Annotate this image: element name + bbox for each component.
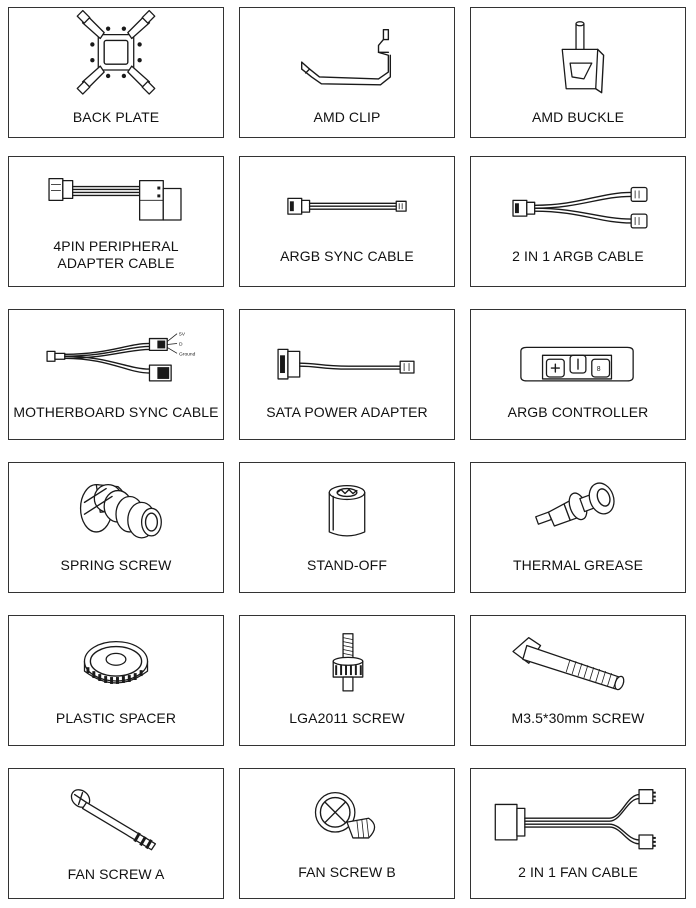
item-standoff [239, 462, 455, 593]
svg-text:8: 8 [596, 366, 601, 374]
item-thermal-grease [470, 462, 686, 593]
item-back-plate [8, 7, 224, 138]
item-label: MOTHERBOARD SYNC CABLE [13, 404, 219, 420]
item-label: BACK PLATE [72, 109, 160, 125]
item-label: LGA2011 SCREW [289, 710, 405, 726]
item-fan-splitter-cable [470, 768, 686, 899]
item-fan-screw-a [8, 768, 224, 899]
item-label: 2 IN 1 ARGB CABLE [512, 248, 644, 264]
item-label: M3.5*30mm SCREW [511, 710, 645, 726]
item-label: SPRING SCREW [60, 557, 172, 573]
item-amd-clip [239, 7, 455, 138]
argb-splitter-cable-icon [471, 157, 685, 286]
item-spring-screw [8, 462, 224, 593]
item-motherboard-sync-cable [8, 309, 224, 440]
item-label: AMD CLIP [313, 109, 381, 125]
item-fan-screw-b [239, 768, 455, 899]
item-argb-controller [470, 309, 686, 440]
item-plastic-spacer [8, 615, 224, 746]
item-label: ARGB SYNC CABLE [280, 248, 414, 264]
item-lga2011-screw [239, 615, 455, 746]
pin-label-5v: 5V [179, 332, 186, 338]
item-m35-screw [470, 615, 686, 746]
pin-label-d: D [179, 342, 183, 348]
item-label: AMD BUCKLE [531, 109, 625, 125]
item-label-line1: 4PIN PERIPHERAL [53, 238, 179, 254]
item-label: FAN SCREW B [298, 864, 396, 880]
item-argb-sync-cable [239, 156, 455, 287]
item-argb-splitter-cable [470, 156, 686, 287]
item-label: STAND-OFF [307, 557, 387, 573]
item-label: THERMAL GREASE [512, 557, 644, 573]
item-label: FAN SCREW A [67, 866, 165, 882]
item-label: SATA POWER ADAPTER [266, 404, 428, 420]
argb-sync-cable-icon [240, 157, 454, 286]
item-sata-adapter [239, 309, 455, 440]
item-label: PLASTIC SPACER [55, 710, 177, 726]
item-peripheral-cable [8, 156, 224, 287]
item-label: ARGB CONTROLLER [507, 404, 649, 420]
pin-label-ground: Ground [179, 352, 196, 358]
item-label: 2 IN 1 FAN CABLE [518, 864, 638, 880]
item-amd-buckle [470, 7, 686, 138]
item-label-line2: ADAPTER CABLE [57, 255, 175, 271]
